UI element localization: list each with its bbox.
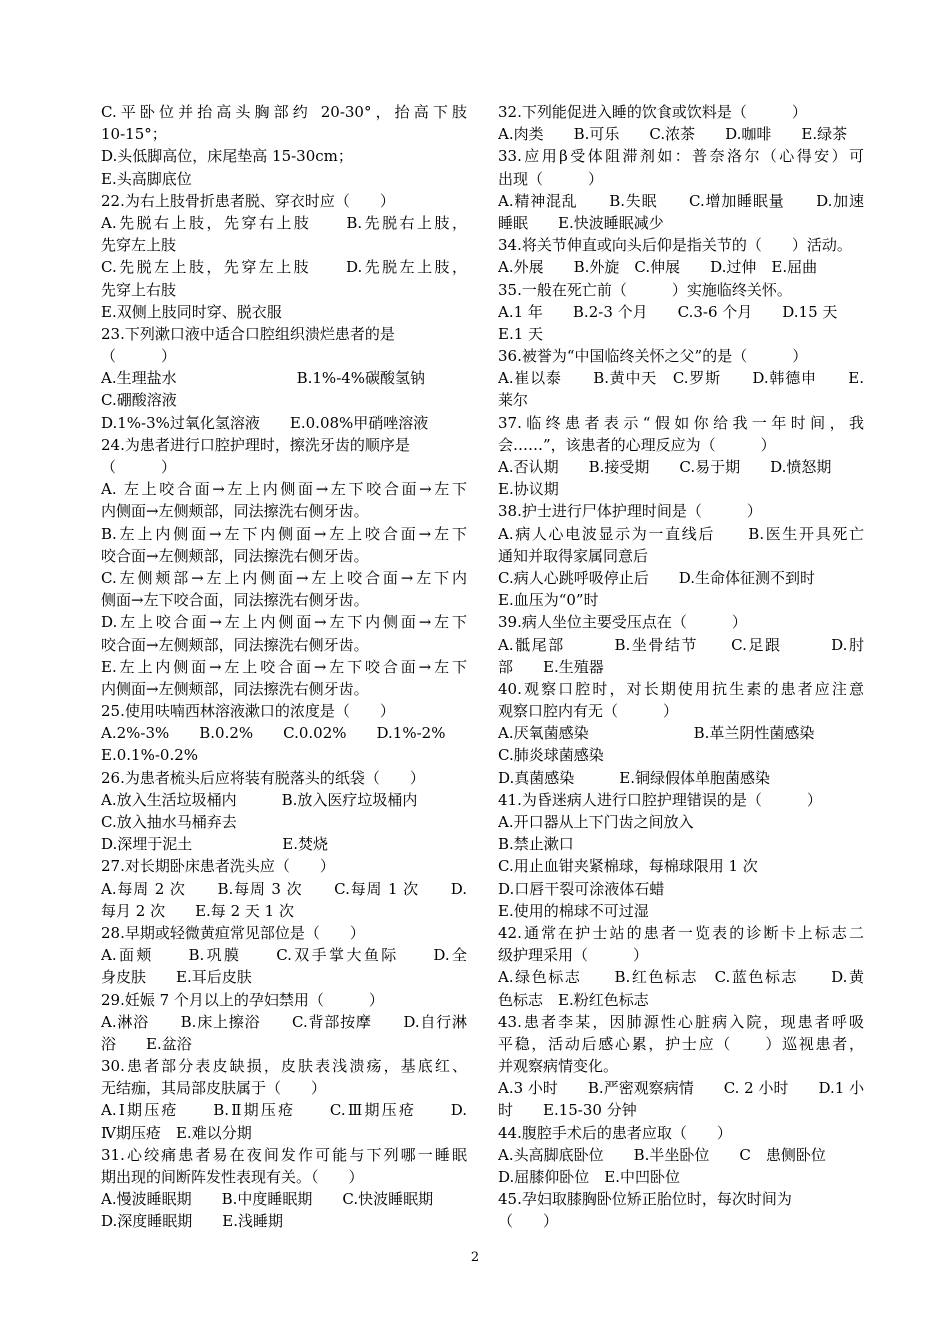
- text-line: 色标志 E.粉红色标志: [498, 990, 649, 1009]
- text-line: 42.通常在护士站的患者一览表的诊断卡上标志二: [498, 923, 864, 942]
- text-line: C.左侧颊部→左上内侧面→左上咬合面→左下内: [101, 568, 467, 587]
- text-line: 级护理采用（ ）: [498, 946, 649, 965]
- text-line: A.外展 B.外旋 C.伸展 D.过伸 E.屈曲: [498, 258, 818, 277]
- text-line: C.硼酸溶液: [101, 391, 177, 410]
- text-line: 35.一般在死亡前（ ）实施临终关怀。: [498, 280, 792, 299]
- text-line: C.放入抽水马桶弃去: [101, 813, 237, 831]
- text-line: 先穿左上肢: [101, 236, 177, 255]
- text-line: 咬合面→左侧颊部，同法擦洗右侧牙齿。: [101, 546, 369, 565]
- text-line: 25.使用呋喃西林溶液漱口的浓度是（ ）: [101, 702, 395, 721]
- text-line: 36.被誉为“中国临终关怀之父”的是（ ）: [498, 347, 808, 366]
- text-line: A.先脱右上肢，先穿右上肢 B.先脱右上肢，: [101, 213, 467, 232]
- text-line: A.慢波睡眠期 B.中度睡眠期 C.快波睡眠期: [101, 1190, 434, 1209]
- text-line: （ ）: [101, 458, 177, 476]
- text-line: 31.心绞痛患者易在夜间发作可能与下列哪一睡眠: [101, 1145, 467, 1164]
- text-line: A.3 小时 B.严密观察病情 C. 2 小时 D.1 小: [498, 1079, 864, 1098]
- text-line: A.淋浴 B.床上擦浴 C.背部按摩 D.自行淋: [101, 1012, 467, 1031]
- text-line: E.双侧上肢同时穿、脱衣服: [101, 302, 282, 321]
- text-line: A.生理盐水 B.1%-4%碳酸氢钠: [101, 369, 426, 388]
- text-line: 睡眠 E.快波睡眠减少: [498, 213, 664, 232]
- text-line: C.平卧位并抬高头胸部约 20-30°，抬高下肢: [101, 103, 467, 121]
- text-line: 并观察病情变化。: [498, 1057, 619, 1076]
- text-line: A.开口器从上下门齿之间放入: [498, 813, 694, 831]
- text-line: Ⅳ期压疮 E.难以分期: [101, 1123, 252, 1142]
- text-line: D.左上咬合面→左上内侧面→左下内侧面→左下: [101, 613, 467, 632]
- text-line: 内侧面→左侧颊部，同法擦洗右侧牙齿。: [101, 679, 369, 698]
- text-line: A.2%-3% B.0.2% C.0.02% D.1%-2%: [101, 724, 446, 743]
- text-line: 部 E.生殖器: [498, 657, 604, 676]
- left-column: [101, 101, 467, 1233]
- text-line: 34.将关节伸直或向头后仰是指关节的（ ）活动。: [498, 236, 852, 255]
- text-line: 会……”，该患者的心理反应为（ ）: [498, 435, 776, 454]
- text-line: 43.患者李某，因肺源性心脏病入院，现患者呼吸: [498, 1012, 864, 1031]
- text-line: 23.下列漱口液中适合口腔组织溃烂患者的是: [101, 324, 395, 343]
- text-line: A.1 年 B.2-3 个月 C.3-6 个月 D.15 天: [498, 302, 838, 321]
- text-line: D.屈膝仰卧位 E.中凹卧位: [498, 1168, 680, 1186]
- text-line: 24.为患者进行口腔护理时，擦洗牙齿的顺序是: [101, 435, 410, 454]
- text-line: A.每周 2 次 B.每周 3 次 C.每周 1 次 D.: [101, 879, 467, 898]
- text-line: 内侧面→左侧颊部，同法擦洗右侧牙齿。: [101, 502, 369, 521]
- text-line: B.左上内侧面→左下内侧面→左上咬合面→左下: [101, 524, 467, 543]
- text-line: D.1%-3%过氧化氢溶液 E.0.08%甲硝唑溶液: [101, 413, 429, 432]
- text-line: E.使用的棉球不可过湿: [498, 901, 649, 920]
- text-line: 40.观察口腔时，对长期使用抗生素的患者应注意: [498, 679, 864, 698]
- text-line: 10-15°；: [101, 125, 167, 144]
- text-line: （ ）: [101, 347, 177, 366]
- text-line: 39.病人坐位主要受压点在（ ）: [498, 613, 747, 632]
- right-column: [498, 101, 864, 1233]
- text-line: A.骶尾部 B.坐骨结节 C.足跟 D.肘: [498, 635, 864, 654]
- text-line: E.头高脚底位: [101, 169, 192, 188]
- text-line: A. 左上咬合面→左上内侧面→左下咬合面→左下: [101, 480, 467, 499]
- text-line: 26.为患者梳头后应将装有脱落头的纸袋（ ）: [101, 768, 425, 787]
- text-line: D.头低脚高位，床尾垫高 15-30cm；: [101, 147, 353, 166]
- text-line: 身皮肤 E.耳后皮肤: [101, 968, 252, 987]
- text-line: 先穿上右肢: [101, 280, 177, 299]
- text-line: E.0.1%-0.2%: [101, 746, 199, 765]
- text-line: 观察口腔内有无（ ）: [498, 702, 679, 721]
- text-line: A.头高脚底卧位 B.半坐卧位 C 患侧卧位: [498, 1145, 826, 1164]
- text-line: 41.为昏迷病人进行口腔护理错误的是（ ）: [498, 790, 822, 809]
- text-line: E.血压为“0”时: [498, 591, 599, 610]
- text-line: C.用止血钳夹紧棉球，每棉球限用 1 次: [498, 857, 758, 876]
- text-line: 浴 E.盆浴: [101, 1034, 192, 1053]
- text-line: A.精神混乱 B.失眠 C.增加睡眠量 D.加速: [498, 191, 864, 210]
- text-line: 37.临终患者表示“假如你给我一年时间，我: [498, 413, 864, 432]
- text-line: 期出现的间断阵发性表现有关。（ ）: [101, 1168, 364, 1186]
- text-line: 咬合面→左侧颊部，同法擦洗右侧牙齿。: [101, 635, 369, 654]
- text-line: 44.腹腔手术后的患者应取（ ）: [498, 1123, 732, 1142]
- text-line: 侧面→左下咬合面，同法擦洗右侧牙齿。: [101, 591, 369, 610]
- text-line: 27.对长期卧床患者洗头应（ ）: [101, 857, 335, 876]
- page-number: 2: [470, 1250, 480, 1265]
- text-line: A.病人心电波显示为一直线后 B.医生开具死亡: [498, 524, 864, 543]
- text-line: A.放入生活垃圾桶内 B.放入医疗垃圾桶内: [101, 790, 418, 809]
- text-line: C.肺炎球菌感染: [498, 746, 604, 765]
- text-line: E.1 天: [498, 324, 544, 343]
- text-line: D.深埋于泥土 E.焚烧: [101, 835, 328, 854]
- text-line: 出现（ ）: [498, 169, 604, 188]
- text-line: A.Ⅰ期压疮 B.Ⅱ期压疮 C.Ⅲ期压疮 D.: [101, 1101, 467, 1120]
- text-line: 每月 2 次 E.每 2 天 1 次: [101, 901, 294, 920]
- text-line: B.禁止漱口: [498, 835, 574, 854]
- text-line: A.厌氧菌感染 B.革兰阴性菌感染: [498, 724, 815, 743]
- text-line: E.左上内侧面→左上咬合面→左下咬合面→左下: [101, 657, 467, 676]
- text-line: 30.患者部分表皮缺损，皮肤表浅溃疡，基底红、: [101, 1057, 467, 1076]
- text-line: 22.为右上肢骨折患者脱、穿衣时应（ ）: [101, 191, 395, 210]
- text-line: A.否认期 B.接受期 C.易于期 D.愤怒期: [498, 458, 832, 476]
- text-line: C.病人心跳呼吸停止后 D.生命体征测不到时: [498, 568, 815, 587]
- text-line: A.绿色标志 B.红色标志 C.蓝色标志 D.黄: [498, 968, 864, 987]
- text-line: 38.护士进行尸体护理时间是（ ）: [498, 502, 762, 521]
- text-line: 28.早期或轻微黄疸常见部位是（ ）: [101, 923, 365, 942]
- text-line: D.深度睡眠期 E.浅睡期: [101, 1212, 283, 1231]
- text-line: 平稳，活动后感心累，护士应（ ）巡视患者，: [498, 1034, 864, 1053]
- text-line: E.协议期: [498, 480, 559, 499]
- text-line: A.面颊 B.巩膜 C.双手掌大鱼际 D.全: [101, 946, 467, 965]
- text-line: C.先脱左上肢，先穿左上肢 D.先脱左上肢，: [101, 258, 467, 277]
- text-line: 29.妊娠 7 个月以上的孕妇禁用（ ）: [101, 990, 384, 1009]
- text-line: A.崔以泰 B.黄中天 C.罗斯 D.韩德申 E.: [498, 369, 864, 388]
- text-line: D.真菌感染 E.铜绿假体单胞菌感染: [498, 768, 770, 787]
- text-line: 33.应用β受体阻滞剂如：普奈洛尔（心得安）可: [498, 147, 864, 166]
- text-line: 无结痂，其局部皮肤属于（ ）: [101, 1079, 327, 1098]
- text-line: 莱尔: [498, 391, 529, 410]
- text-line: 时 E.15-30 分钟: [498, 1101, 637, 1120]
- text-line: A.肉类 B.可乐 C.浓茶 D.咖啡 E.绿茶: [498, 125, 848, 144]
- text-line: （ ）: [498, 1212, 559, 1231]
- text-line: 32.下列能促进入睡的饮食或饮料是（ ）: [498, 103, 807, 121]
- text-line: D.口唇干裂可涂液体石蜡: [498, 879, 665, 898]
- text-line: 45.孕妇取膝胸卧位矫正胎位时，每次时间为: [498, 1190, 792, 1209]
- text-line: 通知并取得家属同意后: [498, 546, 649, 565]
